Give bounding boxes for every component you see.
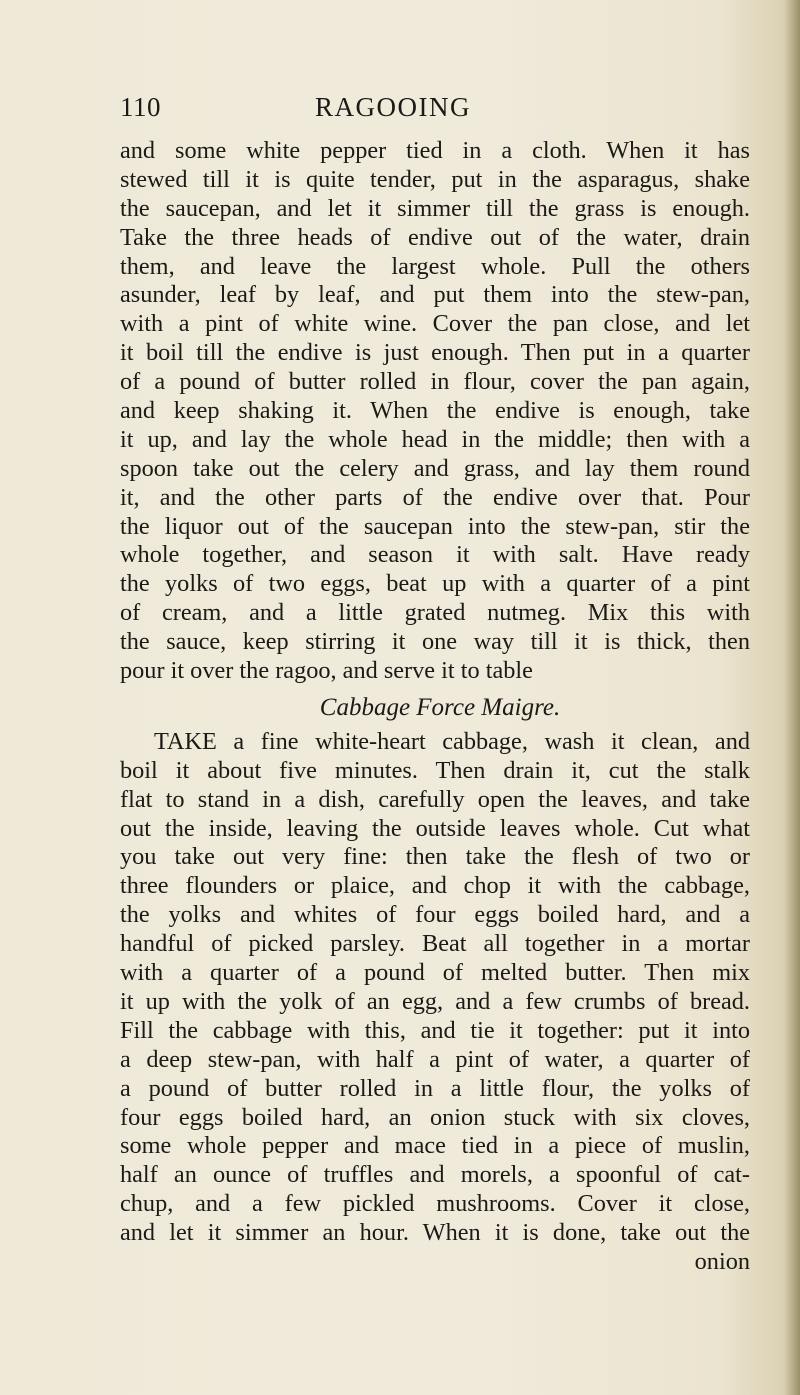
recipe-paragraph [120, 728, 750, 1248]
text-line: with a pint of white wine. Cover the pan close, and let [120, 310, 750, 338]
text-line: the sauce, keep stirring it one way till it is thick, then [120, 628, 750, 656]
text-line: it up, and lay the whole head in the middle; then with a [120, 425, 750, 453]
text-line: spoon take out the celery and grass, and lay them round [120, 454, 750, 482]
page-edge-shadow [784, 0, 800, 1395]
text-line: the saucepan, and let it simmer till the grass is enough. [120, 194, 750, 222]
text-line: Fill the cabbage with this, and tie it together: put it into [120, 1016, 750, 1044]
text-line: chup, and a few pickled mushrooms. Cover it close, [120, 1190, 750, 1218]
text-line: a deep stew-pan, with half a pint of water, a quarter of [120, 1045, 750, 1073]
text-line: handful of picked parsley. Beat all together in a mortar [120, 930, 750, 958]
text-line: them, and leave the largest whole. Pull the others [120, 252, 750, 280]
text-line: flat to stand in a dish, carefully open the leaves, and take [120, 785, 750, 813]
text-line: Take the three heads of endive out of the water, drain [120, 223, 750, 251]
text-line: and some white pepper tied in a cloth. When it has [120, 137, 750, 164]
recipe-continuation-paragraph [120, 137, 750, 686]
text-line: you take out very fine: then take the flesh of two or [120, 843, 750, 871]
text-line: and let it simmer an hour. When it is done, take out the [120, 1219, 750, 1247]
running-head: RAGOOING [315, 92, 471, 122]
text-line: four eggs boiled hard, an onion stuck with six cloves, [120, 1103, 750, 1131]
text-line: the yolks and whites of four eggs boiled hard, and a [120, 901, 750, 929]
text-line: it boil till the endive is just enough. Then put in a quarter [120, 339, 750, 367]
text-line: it, and the other parts of the endive over that. Pour [120, 483, 750, 511]
text-line: pour it over the ragoo, and serve it to table [120, 657, 533, 685]
text-line: TAKE a fine white-heart cabbage, wash it clean, and [154, 727, 750, 755]
page-header [120, 92, 740, 132]
page-number: 110 [120, 92, 161, 122]
text-line: the liquor out of the saucepan into the stew-pan, stir the [120, 512, 750, 540]
text-line: three flounders or plaice, and chop it with the cabbage, [120, 872, 750, 900]
text-line: with a quarter of a pound of melted butter. Then mix [120, 959, 750, 987]
text-line: asunder, leaf by leaf, and put them into the stew-pan, [120, 281, 750, 309]
text-line: of cream, and a little grated nutmeg. Mix this with [120, 599, 750, 627]
text-line: and keep shaking it. When the endive is enough, take [120, 397, 750, 425]
text-line: some whole pepper and mace tied in a piece of muslin, [120, 1132, 750, 1160]
text-line: half an ounce of truffles and morels, a spoonful of cat- [120, 1161, 750, 1189]
text-line: a pound of butter rolled in a little flour, the yolks of [120, 1074, 750, 1102]
text-line: boil it about five minutes. Then drain it, cut the stalk [120, 756, 750, 784]
text-line: whole together, and season it with salt. Have ready [120, 541, 750, 569]
text-line: the yolks of two eggs, beat up with a quarter of a pint [120, 570, 750, 598]
text-line: out the inside, leaving the outside leaves whole. Cut what [120, 814, 750, 842]
text-line: it up with the yolk of an egg, and a few crumbs of bread. [120, 987, 750, 1015]
text-line: of a pound of butter rolled in flour, cover the pan again, [120, 368, 750, 396]
catchword: onion [694, 1247, 750, 1275]
text-line: stewed till it is quite tender, put in the asparagus, shake [120, 165, 750, 193]
section-heading: Cabbage Force Maigre. [319, 693, 561, 721]
body-text [120, 137, 750, 1277]
